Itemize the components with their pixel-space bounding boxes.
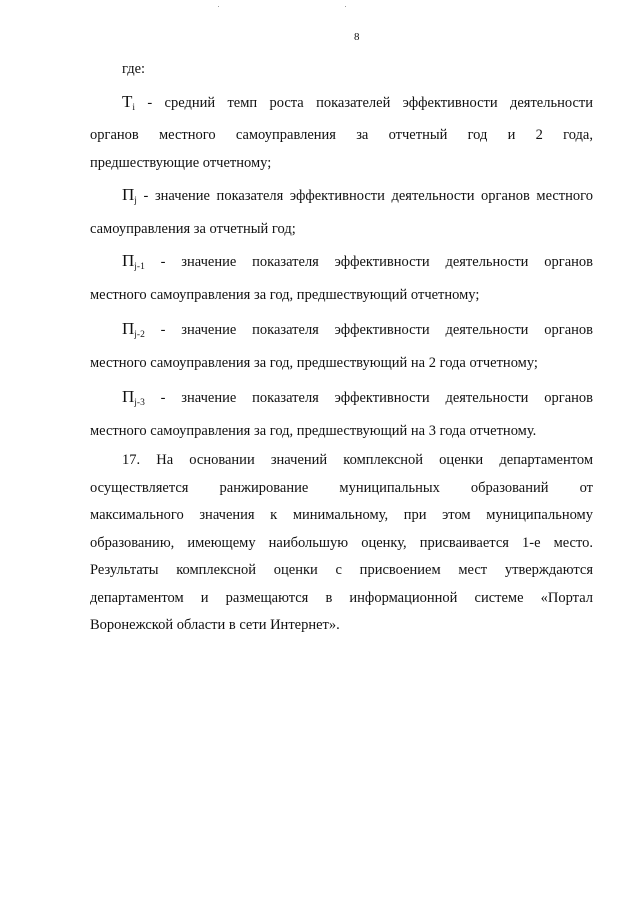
paragraph-17-line: Воронежской области в сети Интернет».: [90, 617, 340, 633]
definition-line: самоуправления за отчетный год;: [90, 220, 296, 237]
definition-line: органов местного самоуправления за отчетный год и 2 года,: [90, 127, 593, 143]
definition-text: - значение показателя эффективности деятельности органов: [144, 322, 593, 338]
definition-line: местного самоуправления за год, предшествующий на 2 года отчетному;: [90, 354, 538, 371]
paragraph-17-line: департаментом и размещаются в информационной системе «Портал: [90, 589, 593, 606]
formula-symbol: П: [122, 319, 135, 338]
formula-symbol: П: [122, 387, 135, 406]
definition-item: [90, 181, 593, 243]
formula-symbol: П: [122, 185, 135, 204]
scan-mark: [218, 6, 219, 7]
formula-subscript: j-1: [134, 262, 145, 272]
formula-subscript: j-2: [134, 330, 145, 340]
formula-symbol: П: [122, 251, 135, 270]
definition-line: местного самоуправления за год, предшествующий отчетному;: [90, 286, 480, 303]
scan-mark: [345, 6, 346, 7]
definition-first-line: [122, 88, 593, 123]
definition-item: [90, 315, 593, 377]
formula-subscript: j-3: [134, 398, 145, 408]
formula-subscript: i: [132, 102, 136, 113]
paragraph-17-line: максимального значения к минимальному, при этом муниципальному: [90, 507, 593, 523]
definition-text: - значение показателя эффективности деятельности органов местного: [136, 188, 593, 204]
formula-symbol: T: [122, 91, 133, 111]
definition-line: предшествующие отчетному;: [90, 154, 272, 171]
definition-first-line: [122, 247, 593, 282]
definition-text: - значение показателя эффективности деятельности органов: [144, 254, 593, 270]
definition-first-line: [122, 181, 593, 216]
definition-text: - средний темп роста показателей эффективности деятельности: [135, 94, 593, 111]
definition-line: местного самоуправления за год, предшествующий на 3 года отчетному.: [90, 422, 537, 439]
paragraph-17-line: Результаты комплексной оценки с присвоением мест утверждаются: [90, 562, 593, 578]
page-number: 8: [354, 31, 360, 43]
where-label: где:: [122, 61, 146, 77]
definition-first-line: [122, 383, 593, 418]
paragraph-17: [90, 447, 593, 640]
document-body: [90, 56, 593, 640]
formula-subscript: j: [134, 196, 137, 206]
definitions-list: [90, 88, 593, 446]
paragraph-17-line: образованию, имеющему наибольшую оценку, присваивается 1-е место.: [90, 534, 593, 551]
definition-item: [90, 383, 593, 445]
paragraph-17-first-line: 17. На основании значений комплексной оценки департаментом: [122, 452, 593, 468]
definition-text: - значение показателя эффективности деятельности органов: [144, 390, 593, 406]
definition-item: [90, 247, 593, 309]
definition-first-line: [122, 315, 593, 350]
definition-item: [90, 88, 593, 178]
paragraph-17-line: осуществляется ранжирование муниципальных образований от: [90, 479, 593, 496]
